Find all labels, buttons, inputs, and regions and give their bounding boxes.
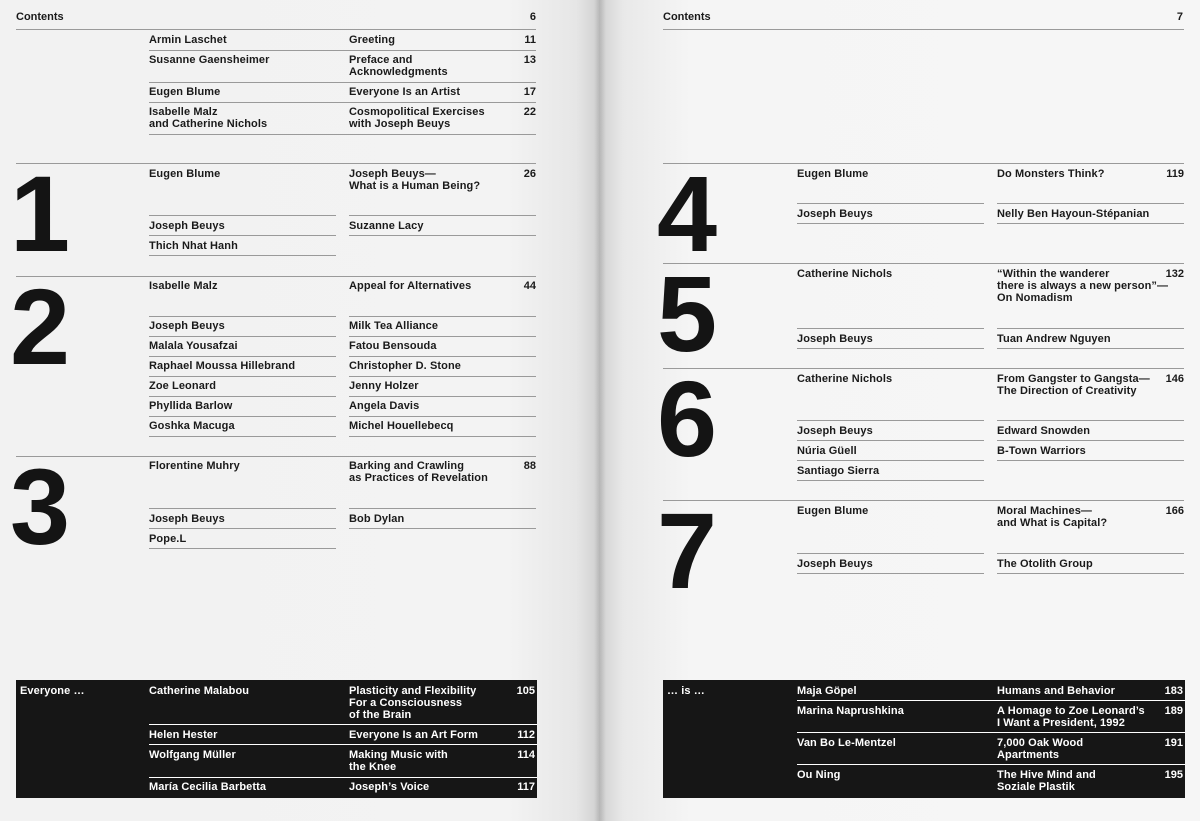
essay-page: 88 (523, 460, 536, 472)
essay-title: Joseph Beuys— What is a Human Being? (349, 168, 481, 192)
row-rule (149, 102, 536, 103)
row-rule (149, 396, 336, 397)
row-rule (997, 203, 1184, 204)
box-author: Helen Hester (149, 729, 218, 741)
essay-page: 119 (1166, 168, 1184, 180)
row-rule (149, 508, 336, 509)
essay-author: Isabelle Malz (149, 280, 218, 292)
page-number: 6 (529, 11, 536, 23)
essay-title: Barking and Crawling as Practices of Revelation (349, 460, 488, 484)
section-number: 3 (10, 446, 67, 567)
box-author: Ou Ning (797, 769, 841, 781)
box-page: 114 (517, 749, 535, 761)
pair-name: Fatou Bensouda (349, 340, 437, 352)
box-label: … is … (667, 685, 705, 697)
essay-author: Eugen Blume (797, 168, 869, 180)
row-rule (997, 460, 1184, 461)
intro-author: Susanne Gaensheimer (149, 54, 270, 66)
row-rule (149, 316, 336, 317)
essay-author: Eugen Blume (149, 168, 221, 180)
row-rule (997, 348, 1184, 349)
section-rule (663, 163, 1184, 164)
box-page: 189 (1164, 705, 1183, 717)
box-author: Marina Naprushkina (797, 705, 904, 717)
intro-title: Preface and Acknowledgments (349, 54, 448, 78)
pair-name: Pope.L (149, 533, 187, 545)
box-page: 195 (1164, 769, 1183, 781)
essay-title: From Gangster to Gangsta— The Direction of Creativity (997, 373, 1150, 397)
page-header-title: Contents (663, 11, 711, 23)
essay-title: Do Monsters Think? (997, 168, 1105, 180)
section-rule (16, 276, 536, 277)
pair-name: Joseph Beuys (797, 208, 873, 220)
row-rule (349, 235, 536, 236)
row-rule (997, 553, 1184, 554)
row-rule (997, 420, 1184, 421)
header-rule (16, 29, 536, 30)
pair-name: Phyllida Barlow (149, 400, 233, 412)
row-rule (349, 215, 536, 216)
row-rule (349, 396, 536, 397)
row-rule (349, 528, 536, 529)
intro-page: 13 (523, 54, 536, 66)
page-number: 7 (1176, 11, 1183, 23)
pair-name: Bob Dylan (349, 513, 405, 525)
row-rule (797, 223, 984, 224)
row-rule (797, 203, 984, 204)
intro-page: 22 (523, 106, 536, 118)
box-rule (149, 724, 537, 725)
row-rule (997, 223, 1184, 224)
row-rule (149, 376, 336, 377)
row-rule (797, 573, 984, 574)
pair-name: Joseph Beuys (797, 558, 873, 570)
pair-name: The Otolith Group (997, 558, 1093, 570)
row-rule (149, 548, 336, 549)
section-number: 2 (10, 266, 67, 387)
row-rule (149, 528, 336, 529)
box-author: Wolfgang Müller (149, 749, 236, 761)
row-rule (149, 82, 536, 83)
box-page: 117 (517, 781, 535, 793)
box-page: 105 (516, 685, 535, 697)
pair-name: Santiago Sierra (797, 465, 880, 477)
row-rule (797, 328, 984, 329)
pair-name: Joseph Beuys (797, 425, 873, 437)
row-rule (349, 508, 536, 509)
box-title: Joseph’s Voice (349, 781, 430, 793)
intro-author: Isabelle Malz and Catherine Nichols (149, 106, 268, 130)
row-rule (149, 436, 336, 437)
row-rule (349, 416, 536, 417)
pair-name: Milk Tea Alliance (349, 320, 439, 332)
section-rule (663, 263, 1184, 264)
section-number: 4 (657, 153, 714, 274)
box-title: Everyone Is an Art Form (349, 729, 479, 741)
row-rule (349, 336, 536, 337)
box-title: A Homage to Zoe Leonard’s I Want a President, 1992 (997, 705, 1145, 729)
row-rule (149, 235, 336, 236)
row-rule (997, 440, 1184, 441)
pair-name: Joseph Beuys (149, 220, 225, 232)
pair-name: Malala Yousafzai (149, 340, 238, 352)
box-title: Humans and Behavior (997, 685, 1116, 697)
pair-name: Tuan Andrew Nguyen (997, 333, 1111, 345)
row-rule (149, 356, 336, 357)
intro-title: Cosmopolitical Exercises with Joseph Beuys (349, 106, 485, 130)
row-rule (797, 480, 984, 481)
box-rule (149, 777, 537, 778)
section-rule (16, 456, 536, 457)
pair-name: Edward Snowden (997, 425, 1091, 437)
row-rule (149, 336, 336, 337)
pair-name: Zoe Leonard (149, 380, 217, 392)
book-gutter (594, 0, 606, 821)
box-page: 191 (1164, 737, 1183, 749)
essay-title: Moral Machines— and What is Capital? (997, 505, 1108, 529)
everyone-box (16, 680, 537, 798)
essay-title: “Within the wanderer there is always a new person”— On Nomadism (997, 268, 1169, 304)
row-rule (149, 134, 536, 135)
page-header-title: Contents (16, 11, 64, 23)
box-title: Making Music with the Knee (349, 749, 448, 773)
essay-page: 26 (523, 168, 536, 180)
section-number: 6 (657, 358, 714, 479)
essay-title: Appeal for Alternatives (349, 280, 472, 292)
row-rule (797, 440, 984, 441)
essay-author: Catherine Nichols (797, 373, 893, 385)
row-rule (797, 348, 984, 349)
box-rule (797, 764, 1185, 765)
section-rule (663, 500, 1184, 501)
pair-name: Angela Davis (349, 400, 420, 412)
pair-name: Jenny Holzer (349, 380, 419, 392)
row-rule (349, 436, 536, 437)
box-author: Maja Göpel (797, 685, 857, 697)
essay-author: Florentine Muhry (149, 460, 240, 472)
essay-page: 146 (1165, 373, 1184, 385)
intro-page: 17 (523, 86, 536, 98)
section-number: 7 (657, 490, 714, 611)
pair-name: Joseph Beuys (797, 333, 873, 345)
pair-name: Núria Güell (797, 445, 857, 457)
intro-page: 11 (524, 34, 536, 46)
intro-author: Armin Laschet (149, 34, 227, 46)
pair-name: B-Town Warriors (997, 445, 1086, 457)
pair-name: Raphael Moussa Hillebrand (149, 360, 296, 372)
row-rule (149, 215, 336, 216)
row-rule (997, 328, 1184, 329)
section-rule (16, 163, 536, 164)
box-author: Van Bo Le-Mentzel (797, 737, 896, 749)
row-rule (797, 420, 984, 421)
pair-name: Christopher D. Stone (349, 360, 462, 372)
pair-name: Nelly Ben Hayoun-Stépanian (997, 208, 1150, 220)
box-author: Catherine Malabou (149, 685, 250, 697)
row-rule (349, 376, 536, 377)
row-rule (997, 573, 1184, 574)
box-title: The Hive Mind and Soziale Plastik (997, 769, 1096, 793)
right-page (600, 0, 1200, 821)
box-page: 112 (517, 729, 535, 741)
pair-name: Joseph Beuys (149, 320, 225, 332)
essay-author: Catherine Nichols (797, 268, 893, 280)
row-rule (149, 50, 536, 51)
row-rule (149, 416, 336, 417)
box-page: 183 (1164, 685, 1183, 697)
intro-title: Greeting (349, 34, 396, 46)
row-rule (797, 460, 984, 461)
section-rule (663, 368, 1184, 369)
intro-author: Eugen Blume (149, 86, 221, 98)
box-rule (797, 732, 1185, 733)
is-box (663, 680, 1185, 798)
box-title: Plasticity and Flexibility For a Consciousness of the Brain (349, 685, 477, 721)
section-number: 1 (10, 153, 67, 274)
box-rule (149, 744, 537, 745)
row-rule (797, 553, 984, 554)
pair-name: Suzanne Lacy (349, 220, 424, 232)
box-author: María Cecilia Barbetta (149, 781, 267, 793)
box-title: 7,000 Oak Wood Apartments (997, 737, 1084, 761)
box-rule (797, 700, 1185, 701)
intro-title: Everyone Is an Artist (349, 86, 461, 98)
section-number: 5 (657, 253, 714, 374)
header-rule (663, 29, 1184, 30)
essay-author: Eugen Blume (797, 505, 869, 517)
essay-page: 166 (1165, 505, 1184, 517)
essay-page: 132 (1165, 268, 1184, 280)
essay-page: 44 (523, 280, 536, 292)
pair-name: Thich Nhat Hanh (149, 240, 238, 252)
pair-name: Joseph Beuys (149, 513, 225, 525)
row-rule (349, 356, 536, 357)
box-label: Everyone … (20, 685, 85, 697)
pair-name: Goshka Macuga (149, 420, 235, 432)
row-rule (349, 316, 536, 317)
pair-name: Michel Houellebecq (349, 420, 454, 432)
row-rule (149, 255, 336, 256)
